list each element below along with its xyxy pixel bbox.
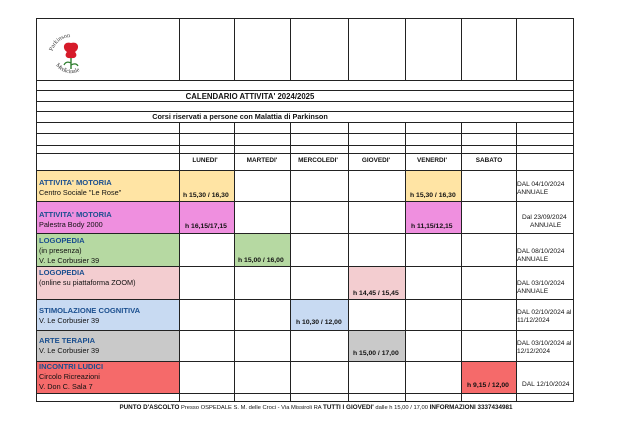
period-line: DAL 08/10/2024 (517, 248, 565, 255)
grid-hline (36, 266, 573, 267)
period-line: DAL 03/10/2024 (517, 280, 565, 287)
grid-vline (461, 122, 462, 402)
period-5 (517, 309, 591, 325)
activity-location: (online su piattaforma ZOOM) (39, 278, 136, 287)
day-header-martedi: MARTEDI' (246, 157, 278, 164)
slot-row1-lunedi: h 15,30 / 16,30 (183, 192, 229, 199)
activity-location: V. Le Corbusier 39 (39, 346, 100, 355)
period-line: DAL 12/10/2024 (522, 381, 570, 388)
activity-name: LOGOPEDIA (39, 236, 85, 245)
period-line: ANNUALE (517, 288, 549, 296)
footer-days: TUTTI I GIOVEDI' (322, 404, 374, 411)
activity-3 (37, 236, 178, 266)
day-header-mercoledi: MERCOLEDI' (298, 157, 338, 164)
slot-row4-giovedi: h 14,45 / 15,45 (353, 290, 399, 297)
grid-vline (234, 122, 235, 402)
grid-hline (36, 170, 573, 171)
activity-1 (37, 178, 178, 198)
day-header-venerdi: VENERDI' (417, 157, 447, 164)
period-4 (517, 280, 591, 296)
period-line: Dal 23/09/2024 (522, 214, 567, 221)
activity-location: (in presenza) V. Le Corbusier 39 (39, 246, 100, 265)
grid-hline (36, 401, 573, 402)
footer-contact: INFORMAZIONI 3337434981 (429, 404, 513, 411)
grid-vline (405, 122, 406, 402)
grid-vline (405, 18, 406, 80)
grid-hline (36, 145, 573, 146)
activity-5 (37, 306, 178, 326)
grid-vline (348, 18, 349, 80)
activity-name: ARTE TERAPIA (39, 336, 96, 345)
period-3 (517, 248, 591, 264)
grid-hline (36, 233, 573, 234)
activity-7 (37, 362, 178, 392)
grid-hline (36, 80, 573, 81)
period-line: DAL 02/10/2024 al (517, 309, 572, 316)
grid-vline (348, 122, 349, 402)
grid-hline (36, 18, 573, 19)
slot-row3-martedi: h 15,00 / 16,00 (238, 257, 284, 264)
grid-hline (36, 122, 573, 123)
period-line: ANNUALE (517, 256, 549, 264)
period-line: DAL 04/10/2024 (517, 181, 565, 188)
activity-name: ATTIVITA' MOTORIA (39, 210, 112, 219)
grid-hline (36, 90, 573, 91)
activity-location: Circolo Ricreazioni V. Don C. Sala 7 (39, 372, 100, 391)
grid-hline (36, 299, 573, 300)
grid-vline (179, 122, 180, 402)
grid-vline (516, 18, 517, 80)
grid-hline (36, 393, 573, 394)
period-6 (517, 340, 591, 356)
grid-vline (179, 18, 180, 80)
footer-label: PUNTO D'ASCOLTO (119, 404, 180, 411)
period-7 (522, 381, 596, 389)
activity-name: STIMOLAZIONE COGNITIVA (39, 306, 141, 315)
activity-name: INCONTRI LUDICI (39, 362, 104, 371)
day-header-sabato: SABATO (475, 157, 503, 164)
footer-hours: dalle h 15,00 / 17,00 (375, 405, 428, 411)
activity-2 (37, 210, 178, 230)
activity-4 (37, 268, 178, 288)
parkinson-logo-icon (42, 25, 100, 83)
activity-location: Palestra Body 2000 (39, 220, 103, 229)
slot-row2-venerdi: h 11,15/12,15 (411, 223, 453, 230)
grid-vline (290, 122, 291, 402)
period-line: DAL 03/10/2024 al (517, 340, 572, 347)
slot-row1-venerdi: h 15,30 / 16,30 (410, 192, 456, 199)
period-1 (517, 181, 591, 197)
activity-location: Centro Sociale "Le Rose" (39, 188, 122, 197)
period-line: 12/12/2024 (517, 348, 551, 356)
footer-info (96, 404, 536, 411)
grid-hline (36, 101, 573, 102)
grid-vline (290, 18, 291, 80)
footer-location: Presso OSPEDALE S. M. delle Croci - Via Missiroli RA (180, 405, 322, 411)
slot-row7-sabato: h 9,15 / 12,00 (467, 382, 509, 389)
grid-vline (461, 18, 462, 80)
activity-name: ATTIVITA' MOTORIA (39, 178, 112, 187)
day-header-lunedi: LUNEDI' (192, 157, 218, 164)
grid-vline (234, 18, 235, 80)
period-line: ANNUALE (517, 189, 549, 197)
period-2 (522, 214, 596, 230)
grid-hline (36, 201, 573, 202)
activity-location: V. Le Corbusier 39 (39, 316, 100, 325)
svg-text:Parkinson: Parkinson (48, 32, 71, 52)
period-line: ANNUALE (530, 222, 562, 230)
svg-text:Medicinale: Medicinale (54, 62, 81, 76)
slot-row6-giovedi: h 15,00 / 17,00 (353, 350, 399, 357)
activity-name: LOGOPEDIA (39, 268, 85, 277)
page-subtitle: Corsi riservati a persone con Malattia di Parkinson (152, 112, 328, 121)
grid-hline (36, 133, 573, 134)
slot-row2-lunedi: h 16,15/17,15 (185, 223, 227, 230)
slot-row5-mercoledi: h 10,30 / 12,00 (296, 319, 342, 326)
activity-6 (37, 336, 178, 356)
grid-hline (36, 153, 573, 154)
period-line: 11/12/2024 (517, 317, 550, 325)
grid-hline (36, 330, 573, 331)
page-title: CALENDARIO ATTIVITA' 2024/2025 (185, 92, 315, 101)
day-header-giovedi: GIOVEDI' (361, 157, 391, 164)
